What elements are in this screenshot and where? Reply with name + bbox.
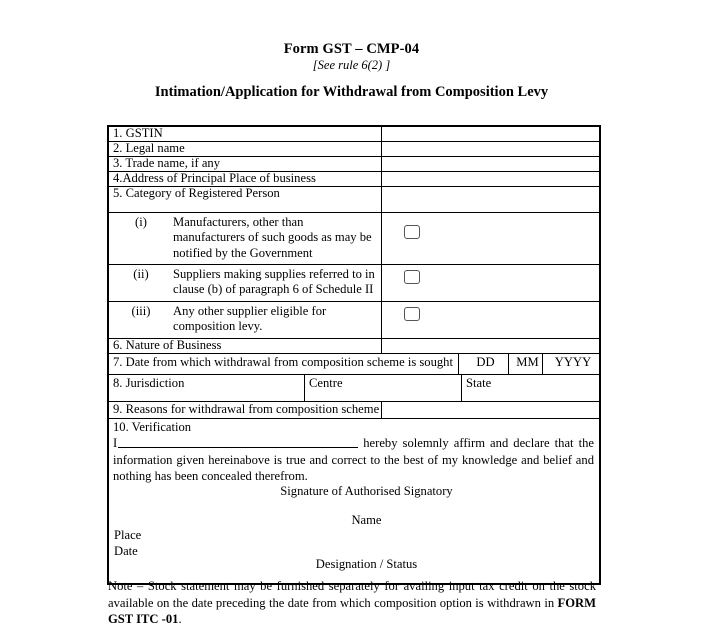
field-year[interactable]: YYYY — [554, 354, 592, 369]
option-description: Suppliers making supplies referred to in clause (b) of paragraph 6 of Schedule II — [173, 267, 375, 297]
option-description: Any other supplier eligible for composition levy. — [173, 303, 327, 334]
gst-cmp04-form-table — [107, 125, 601, 585]
field-value-trade-name[interactable] — [382, 157, 599, 171]
category-option-text-cell — [109, 302, 382, 338]
category-option-text-cell — [109, 213, 382, 264]
signatory-name-label: Name — [351, 512, 382, 527]
table-row — [109, 127, 599, 142]
field-label-reasons: 9. Reasons for withdrawal from composition scheme — [109, 402, 382, 418]
verification-body-text: hereby solemnly affirm and declare that the information given hereinabove is true and correct to the best of my knowledge and belief and nothing has been concealed therefrom. — [113, 436, 594, 483]
verification-block — [109, 419, 599, 583]
category-option-checkbox-cell — [382, 302, 599, 338]
checkbox-any-other-supplier[interactable] — [404, 307, 420, 321]
field-value-address[interactable] — [382, 172, 599, 186]
option-numeral: (iii) — [131, 303, 151, 318]
place-date-block — [114, 527, 141, 559]
field-label-withdrawal-date: 7. Date from which withdrawal from composition scheme is sought — [109, 354, 459, 374]
table-row — [109, 339, 599, 354]
declarant-name-input[interactable] — [118, 436, 358, 448]
note-text-part2: . — [178, 612, 182, 627]
field-label-category: 5. Category of Registered Person — [109, 187, 382, 212]
field-label-nature-of-business: 6. Nature of Business — [109, 339, 382, 353]
category-option-checkbox-cell — [382, 213, 599, 264]
category-option-checkbox-cell — [382, 265, 599, 301]
field-label-trade-name: 3. Trade name, if any — [109, 157, 382, 171]
field-label-jurisdiction: 8. Jurisdiction — [109, 375, 305, 401]
table-row — [109, 142, 599, 157]
category-option-row — [109, 265, 599, 302]
category-option-text-cell — [109, 265, 382, 301]
field-value-nature-of-business[interactable] — [382, 339, 599, 353]
table-row — [109, 157, 599, 172]
field-month[interactable]: MM — [509, 354, 543, 374]
category-option-row — [109, 213, 599, 265]
table-row — [109, 172, 599, 187]
field-label-legal-name: 2. Legal name — [109, 142, 382, 156]
form-subject-heading: Intimation/Application for Withdrawal from Composition Levy — [154, 84, 549, 100]
checkbox-suppliers-schedule-ii[interactable] — [404, 270, 420, 284]
field-value-category[interactable] — [382, 187, 599, 212]
field-label-address: 4.Address of Principal Place of business — [109, 172, 382, 186]
signature-label: Signature of Authorised Signatory — [280, 483, 453, 498]
category-option-row — [109, 302, 599, 339]
designation-status-label: Designation / Status — [315, 556, 418, 571]
verification-row — [109, 419, 599, 583]
field-value-legal-name[interactable] — [382, 142, 599, 156]
note-text-part1: Note – Stock statement may be furnished separately for availing input tax credit on the stock available on the date preceding the date from which composition option is withdrawn in — [108, 579, 596, 610]
place-label: Place — [114, 527, 142, 542]
form-title: Form GST – CMP-04 — [283, 41, 420, 57]
field-label-gstin: 1. GSTIN — [109, 127, 382, 141]
option-numeral: (ii) — [133, 267, 149, 282]
table-row — [109, 375, 599, 402]
option-numeral: (i) — [135, 215, 147, 229]
field-value-gstin[interactable] — [382, 127, 599, 141]
table-row — [109, 187, 599, 213]
verification-lead: I — [113, 436, 118, 451]
option-description: Manufacturers, other than manufacturers of such goods as may be notified by the Government — [173, 215, 372, 260]
note-form-reference: FORM GST ITC -01 — [108, 595, 596, 627]
table-row — [109, 402, 599, 419]
field-jurisdiction-centre[interactable]: Centre — [305, 375, 462, 401]
field-value-reasons[interactable] — [382, 402, 599, 418]
table-row — [109, 354, 599, 375]
verification-heading: 10. Verification — [113, 419, 192, 434]
field-jurisdiction-state[interactable]: State — [466, 375, 492, 390]
rule-reference: [See rule 6(2) ] — [312, 58, 391, 72]
checkbox-manufacturers[interactable] — [404, 225, 420, 239]
verification-statement — [113, 435, 594, 484]
footer-note — [108, 578, 596, 628]
date-label: Date — [114, 543, 138, 558]
field-day[interactable]: DD — [459, 354, 509, 374]
